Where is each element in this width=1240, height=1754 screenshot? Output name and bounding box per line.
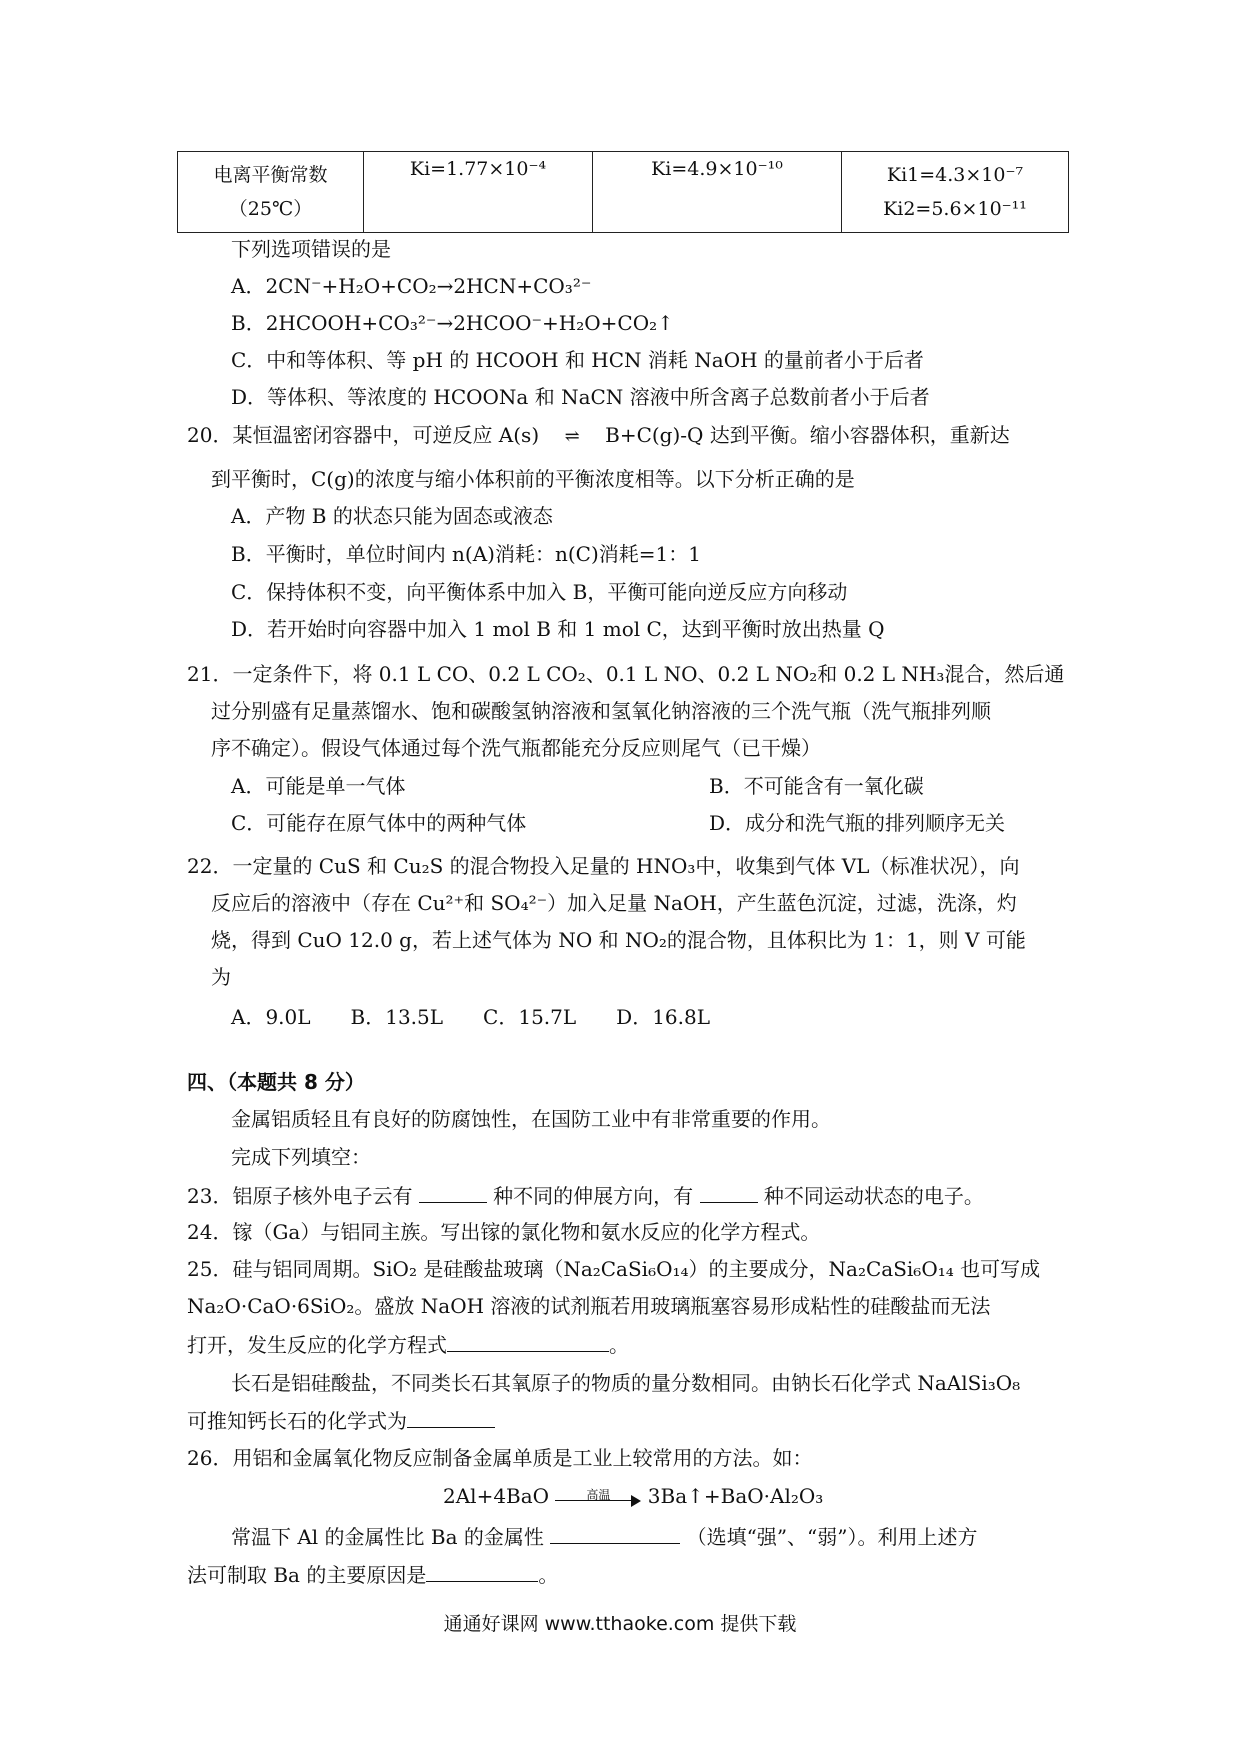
table-row-label: 电离平衡常数 （25℃） xyxy=(178,152,364,233)
q19-option-a: A．2CN⁻+H₂O+CO₂→2HCN+CO₃²⁻ xyxy=(231,274,592,298)
q21-stem-line1: 21．一定条件下，将 0.1 L CO、0.2 L CO₂、0.1 L NO、0.2 L NO₂和 0.2 L NH₃混合，然后通 xyxy=(187,662,1065,686)
q26-line2: 常温下 Al 的金属性比 Ba 的金属性 （选填“强”、“弱”）。利用上述方 xyxy=(231,1521,978,1552)
table-row xyxy=(178,152,1069,233)
q25-line1: 25．硅与铝同周期。SiO₂ 是硅酸盐玻璃（Na₂CaSi₆O₁₄）的主要成分，Na₂CaSi₆O₁₄ 也可写成 xyxy=(187,1257,1041,1281)
q21-stem-line2: 过分别盛有足量蒸馏水、饱和碳酸氢钠溶液和氢氧化钠溶液的三个洗气瓶（洗气瓶排列顺 xyxy=(211,699,991,723)
q24: 24．镓（Ga）与铝同主族。写出镓的氯化物和氨水反应的化学方程式。 xyxy=(187,1220,821,1244)
reaction-arrow-icon: 高温 xyxy=(555,1486,641,1510)
q26-answer-blank-1[interactable] xyxy=(550,1521,680,1544)
table-cell-h2co3: Ki1=4.3×10⁻⁷ Ki2=5.6×10⁻¹¹ xyxy=(842,152,1069,233)
table-cell-hcn: Ki=4.9×10⁻¹⁰ xyxy=(593,152,842,233)
q25-answer-blank-2[interactable] xyxy=(407,1405,495,1428)
q19-option-d: D．等体积、等浓度的 HCOONa 和 NaCN 溶液中所含离子总数前者小于后者 xyxy=(231,385,930,409)
q20-stem-line1: 20．某恒温密闭容器中，可逆反应 A(s) ⇌ B+C(g)-Q 达到平衡。缩小容器体积，重新达 xyxy=(187,420,1010,452)
q21-option-d: D．成分和洗气瓶的排列顺序无关 xyxy=(709,811,1006,835)
q22-options: A．9.0L B．13.5L C．15.7L D．16.8L xyxy=(231,1005,711,1029)
q22-stem-line2: 反应后的溶液中（存在 Cu²⁺和 SO₄²⁻）加入足量 NaOH，产生蓝色沉淀，过滤，洗涤，灼 xyxy=(211,891,1017,915)
q22-stem-line4: 为 xyxy=(211,965,231,989)
q19-option-b: B．2HCOOH+CO₃²⁻→2HCOO⁻+H₂O+CO₂↑ xyxy=(231,311,674,335)
q19-option-c: C．中和等体积、等 pH 的 HCOOH 和 HCN 消耗 NaOH 的量前者小于后者 xyxy=(231,348,924,372)
q26-line1: 26．用铝和金属氧化物反应制备金属单质是工业上较常用的方法。如： xyxy=(187,1446,813,1470)
q21-option-a: A．可能是单一气体 xyxy=(231,774,406,798)
q19-stem: 下列选项错误的是 xyxy=(231,237,391,261)
q20-option-a: A．产物 B 的状态只能为固态或液态 xyxy=(231,504,553,528)
q26-answer-blank-2[interactable] xyxy=(426,1559,538,1582)
section-4-instruction: 完成下列填空： xyxy=(231,1145,371,1169)
table-cell-hcooh: Ki=1.77×10⁻⁴ xyxy=(364,152,593,233)
section-4-heading: 四、（本题共 8 分） xyxy=(187,1070,365,1094)
q23: 23．铝原子核外电子云有 种不同的伸展方向，有 种不同运动状态的电子。 xyxy=(187,1180,984,1211)
q25-line3: 打开，发生反应的化学方程式 。 xyxy=(187,1329,629,1360)
q25-line5: 可推知钙长石的化学式为 xyxy=(187,1405,495,1436)
q20-stem-line2: 到平衡时，C(g)的浓度与缩小体积前的平衡浓度相等。以下分析正确的是 xyxy=(211,467,855,491)
q25-answer-blank-1[interactable] xyxy=(447,1329,609,1352)
equilibrium-arrow-icon: ⇌ xyxy=(564,426,580,447)
q21-stem-line3: 序不确定）。假设气体通过每个洗气瓶都能充分反应则尾气（已干燥） xyxy=(211,736,821,760)
q26-equation: 2Al+4BaO 高温 3Ba↑+BaO·Al₂O₃ xyxy=(443,1484,824,1508)
page-footer: 通通好课网 www.tthaoke.com 提供下载 xyxy=(443,1613,797,1635)
q20-option-b: B．平衡时，单位时间内 n(A)消耗：n(C)消耗=1：1 xyxy=(231,542,701,566)
q20-option-c: C．保持体积不变，向平衡体系中加入 B，平衡可能向逆反应方向移动 xyxy=(231,580,848,604)
q20-option-d: D．若开始时向容器中加入 1 mol B 和 1 mol C，达到平衡时放出热量 Q xyxy=(231,617,885,641)
q22-stem-line3: 烧，得到 CuO 12.0 g，若上述气体为 NO 和 NO₂的混合物，且体积比为 1：1，则 V 可能 xyxy=(211,928,1026,952)
section-4-intro: 金属铝质轻且有良好的防腐蚀性，在国防工业中有非常重要的作用。 xyxy=(231,1107,831,1131)
q21-option-b: B．不可能含有一氧化碳 xyxy=(709,774,924,798)
q23-answer-blank-2[interactable] xyxy=(700,1180,758,1203)
q22-stem-line1: 22．一定量的 CuS 和 Cu₂S 的混合物投入足量的 HNO₃中，收集到气体 VL（标准状况），向 xyxy=(187,854,1020,878)
q25-line4: 长石是铝硅酸盐，不同类长石其氧原子的物质的量分数相同。由钠长石化学式 NaAlSi₃O₈ xyxy=(231,1371,1021,1395)
q23-answer-blank-1[interactable] xyxy=(419,1180,487,1203)
q25-line2: Na₂O·CaO·6SiO₂。盛放 NaOH 溶液的试剂瓶若用玻璃瓶塞容易形成粘性的硅酸盐而无法 xyxy=(187,1294,991,1318)
ionization-constant-table xyxy=(177,151,1069,233)
q21-option-c: C．可能存在原气体中的两种气体 xyxy=(231,811,527,835)
q26-line3: 法可制取 Ba 的主要原因是 。 xyxy=(187,1559,558,1590)
